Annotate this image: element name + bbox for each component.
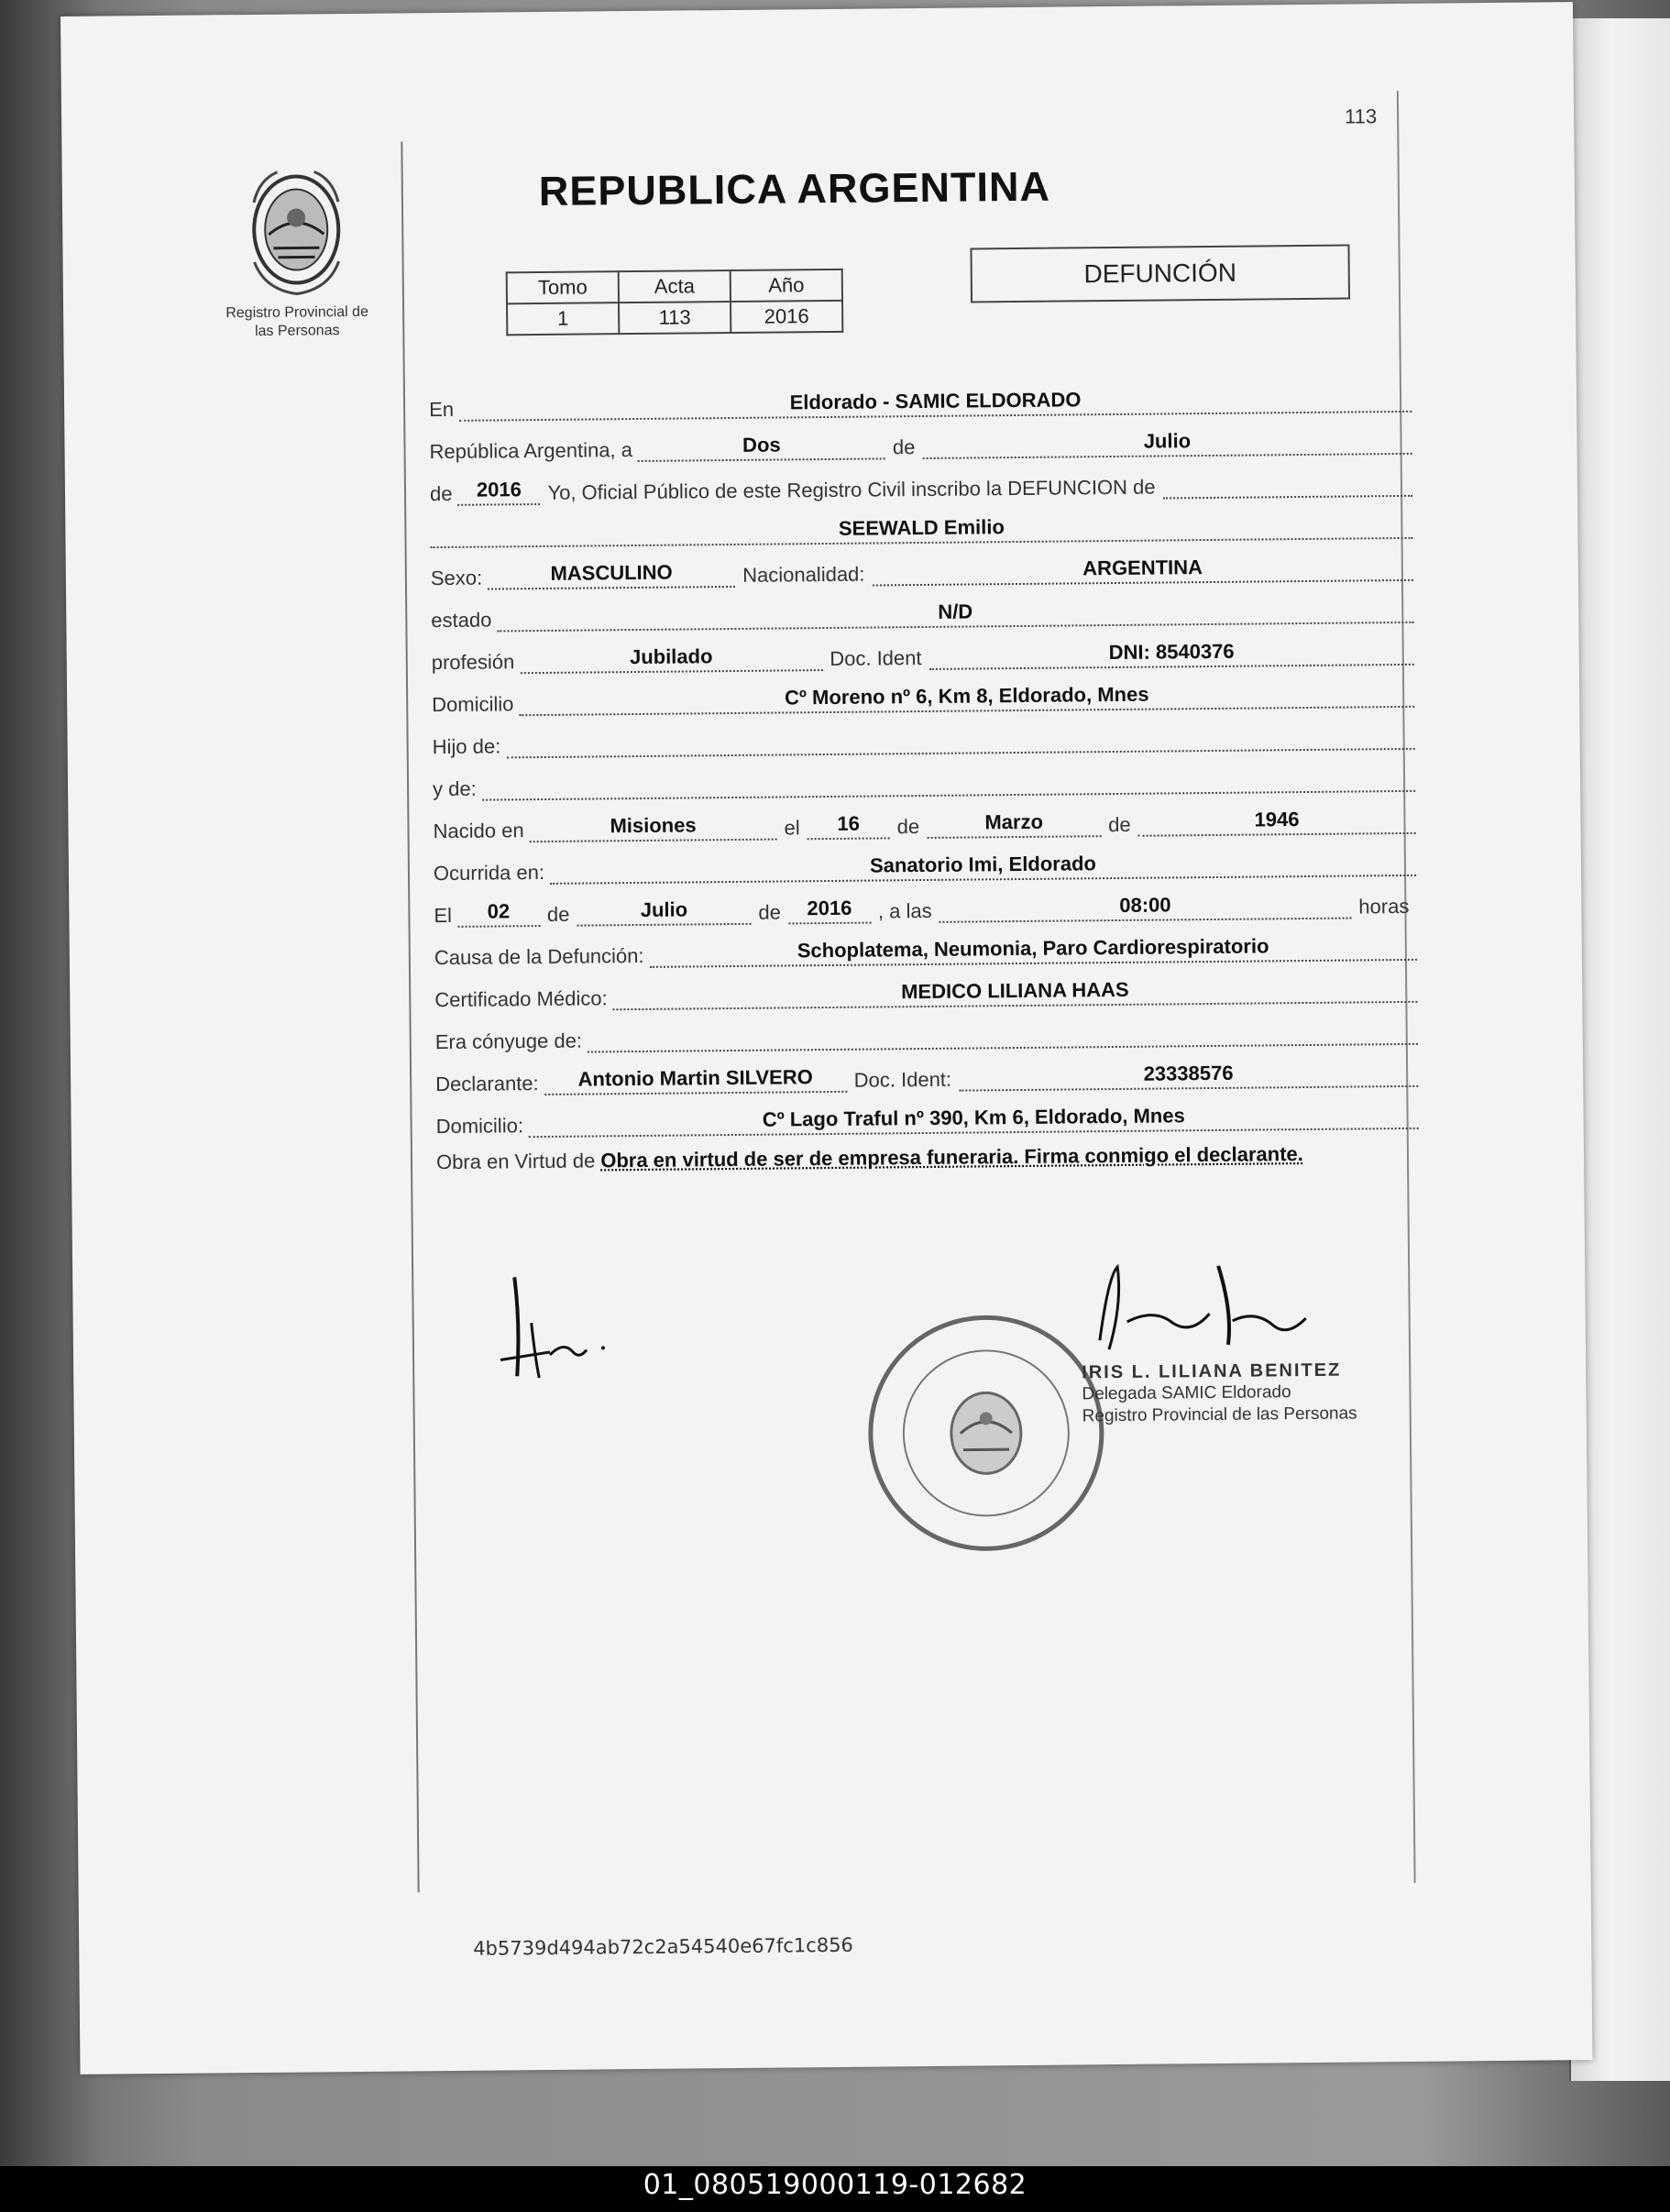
dia-value: Dos (638, 432, 885, 462)
doc-ident-label: Doc. Ident (830, 646, 922, 670)
nac-mes-value: Marzo (927, 809, 1101, 839)
registry-value-acta: 113 (619, 302, 731, 334)
de-label-6: de (758, 900, 782, 924)
registry-value-row (507, 301, 842, 336)
registry-header-row (507, 270, 842, 304)
official-seal-stamp-icon (857, 1304, 1116, 1563)
page-title: REPUBLICA ARGENTINA (538, 162, 1051, 215)
ocurrida-value: Sanatorio Imi, Eldorado (550, 849, 1416, 885)
form-body (429, 370, 1419, 1179)
nac-anio-value: 1946 (1138, 807, 1416, 837)
sexo-label: Sexo: (430, 566, 483, 590)
doc-ident-value: DNI: 8540376 (928, 638, 1413, 670)
registry-header-tomo: Tomo (507, 271, 619, 303)
official-name: IRIS L. LILIANA BENITEZ (1082, 1359, 1342, 1383)
republica-label: República Argentina, a (429, 438, 633, 464)
de-label-2: de (429, 481, 453, 506)
provincia-misiones-coat-of-arms-icon (241, 160, 352, 299)
nacionalidad-value: ARGENTINA (872, 554, 1413, 587)
estado-label: estado (431, 608, 492, 633)
def-hora-value: 08:00 (939, 892, 1351, 923)
certificado-value: MEDICO LILIANA HAAS (612, 975, 1417, 1010)
logo-caption (201, 303, 393, 342)
de-label-4: de (1108, 812, 1131, 837)
nacionalidad-label: Nacionalidad: (742, 562, 865, 587)
yde-label: y de: (432, 776, 477, 801)
def-dia-value: 02 (457, 899, 540, 928)
anio-value: 2016 (457, 478, 540, 506)
estado-value: N/D (497, 596, 1413, 633)
alas-label: , a las (877, 898, 932, 923)
official-signature-block (1082, 1359, 1357, 1427)
el-label: el (784, 816, 800, 840)
domicilio2-value: Cº Lago Traful nº 390, Km 6, Eldorado, Mnes (529, 1102, 1419, 1138)
row-obra (436, 1137, 1419, 1179)
def-mes-value: Julio (577, 897, 751, 927)
domicilio2-label: Domicilio: (435, 1114, 524, 1139)
domicilio-value: Cº Moreno nº 6, Km 8, Eldorado, Mnes (519, 680, 1414, 716)
registry-value-anio: 2016 (731, 301, 842, 333)
obra-value: Obra en virtud de ser de empresa funeraria. Firma conmigo el declarante. (600, 1142, 1303, 1172)
horas-label: horas (1358, 894, 1410, 919)
declarante-label: Declarante: (435, 1072, 539, 1096)
profesion-value: Jubilado (520, 644, 822, 674)
doc-ident2-value: 23338576 (959, 1060, 1418, 1092)
page-number: 113 (1344, 105, 1378, 128)
yo-text: Yo, Oficial Público de este Registro Civil inscribo la DEFUNCION de (547, 475, 1156, 504)
registry-value-tomo: 1 (507, 303, 619, 335)
official-signature-icon (1081, 1256, 1320, 1359)
declarante-value: Antonio Martin SILVERO (544, 1065, 847, 1095)
nacido-label: Nacido en (433, 819, 524, 843)
ocurrida-label: Ocurrida en: (433, 860, 545, 886)
conyuge-label: Era cónyuge de: (434, 1029, 583, 1054)
nombre-value: SEEWALD Emilio (430, 512, 1412, 548)
certificado-label: Certificado Médico: (434, 986, 608, 1012)
mes-value: Julio (922, 427, 1412, 459)
en-value: Eldorado - SAMIC ELDORADO (459, 385, 1412, 422)
left-margin-line (401, 141, 419, 1892)
death-certificate-page (60, 2, 1592, 2074)
profesion-label: profesión (431, 650, 515, 675)
sexo-value: MASCULINO (488, 560, 735, 590)
obra-label: Obra en Virtud de (435, 1149, 596, 1174)
de-label-5: de (546, 902, 570, 926)
domicilio-label: Domicilio (432, 692, 514, 717)
hijo-label: Hijo de: (432, 734, 501, 759)
registry-table (506, 269, 844, 336)
declarant-signature-icon (494, 1267, 642, 1388)
document-hash: 4b5739d494ab72c2a54540e67fc1c856 (473, 1933, 853, 1960)
official-role: Delegada SAMIC Eldorado (1082, 1382, 1291, 1404)
document-type-box: DEFUNCIÓN (970, 245, 1350, 303)
en-label: En (429, 397, 455, 422)
causa-label: Causa de la Defunción: (434, 943, 644, 970)
de-label: de (892, 435, 916, 459)
de-label-3: de (896, 815, 920, 839)
def-anio-value: 2016 (788, 897, 871, 925)
el2-label: El (434, 903, 453, 928)
logo-caption-line1: Registro Provincial de (225, 303, 369, 322)
nacido-value: Misiones (529, 813, 776, 843)
doc-ident2-label: Doc. Ident: (853, 1067, 952, 1092)
registry-header-acta: Acta (619, 270, 731, 303)
registry-header-anio: Año (731, 270, 842, 302)
footer-code: 01_080519000119-012682 (643, 2169, 1027, 2201)
official-office: Registro Provincial de las Personas (1082, 1403, 1357, 1426)
logo-caption-line2: las Personas (254, 323, 340, 339)
nac-dia-value: 16 (808, 811, 890, 840)
causa-value: Schoplatema, Neumonia, Paro Cardiorespiratorio (649, 933, 1417, 968)
